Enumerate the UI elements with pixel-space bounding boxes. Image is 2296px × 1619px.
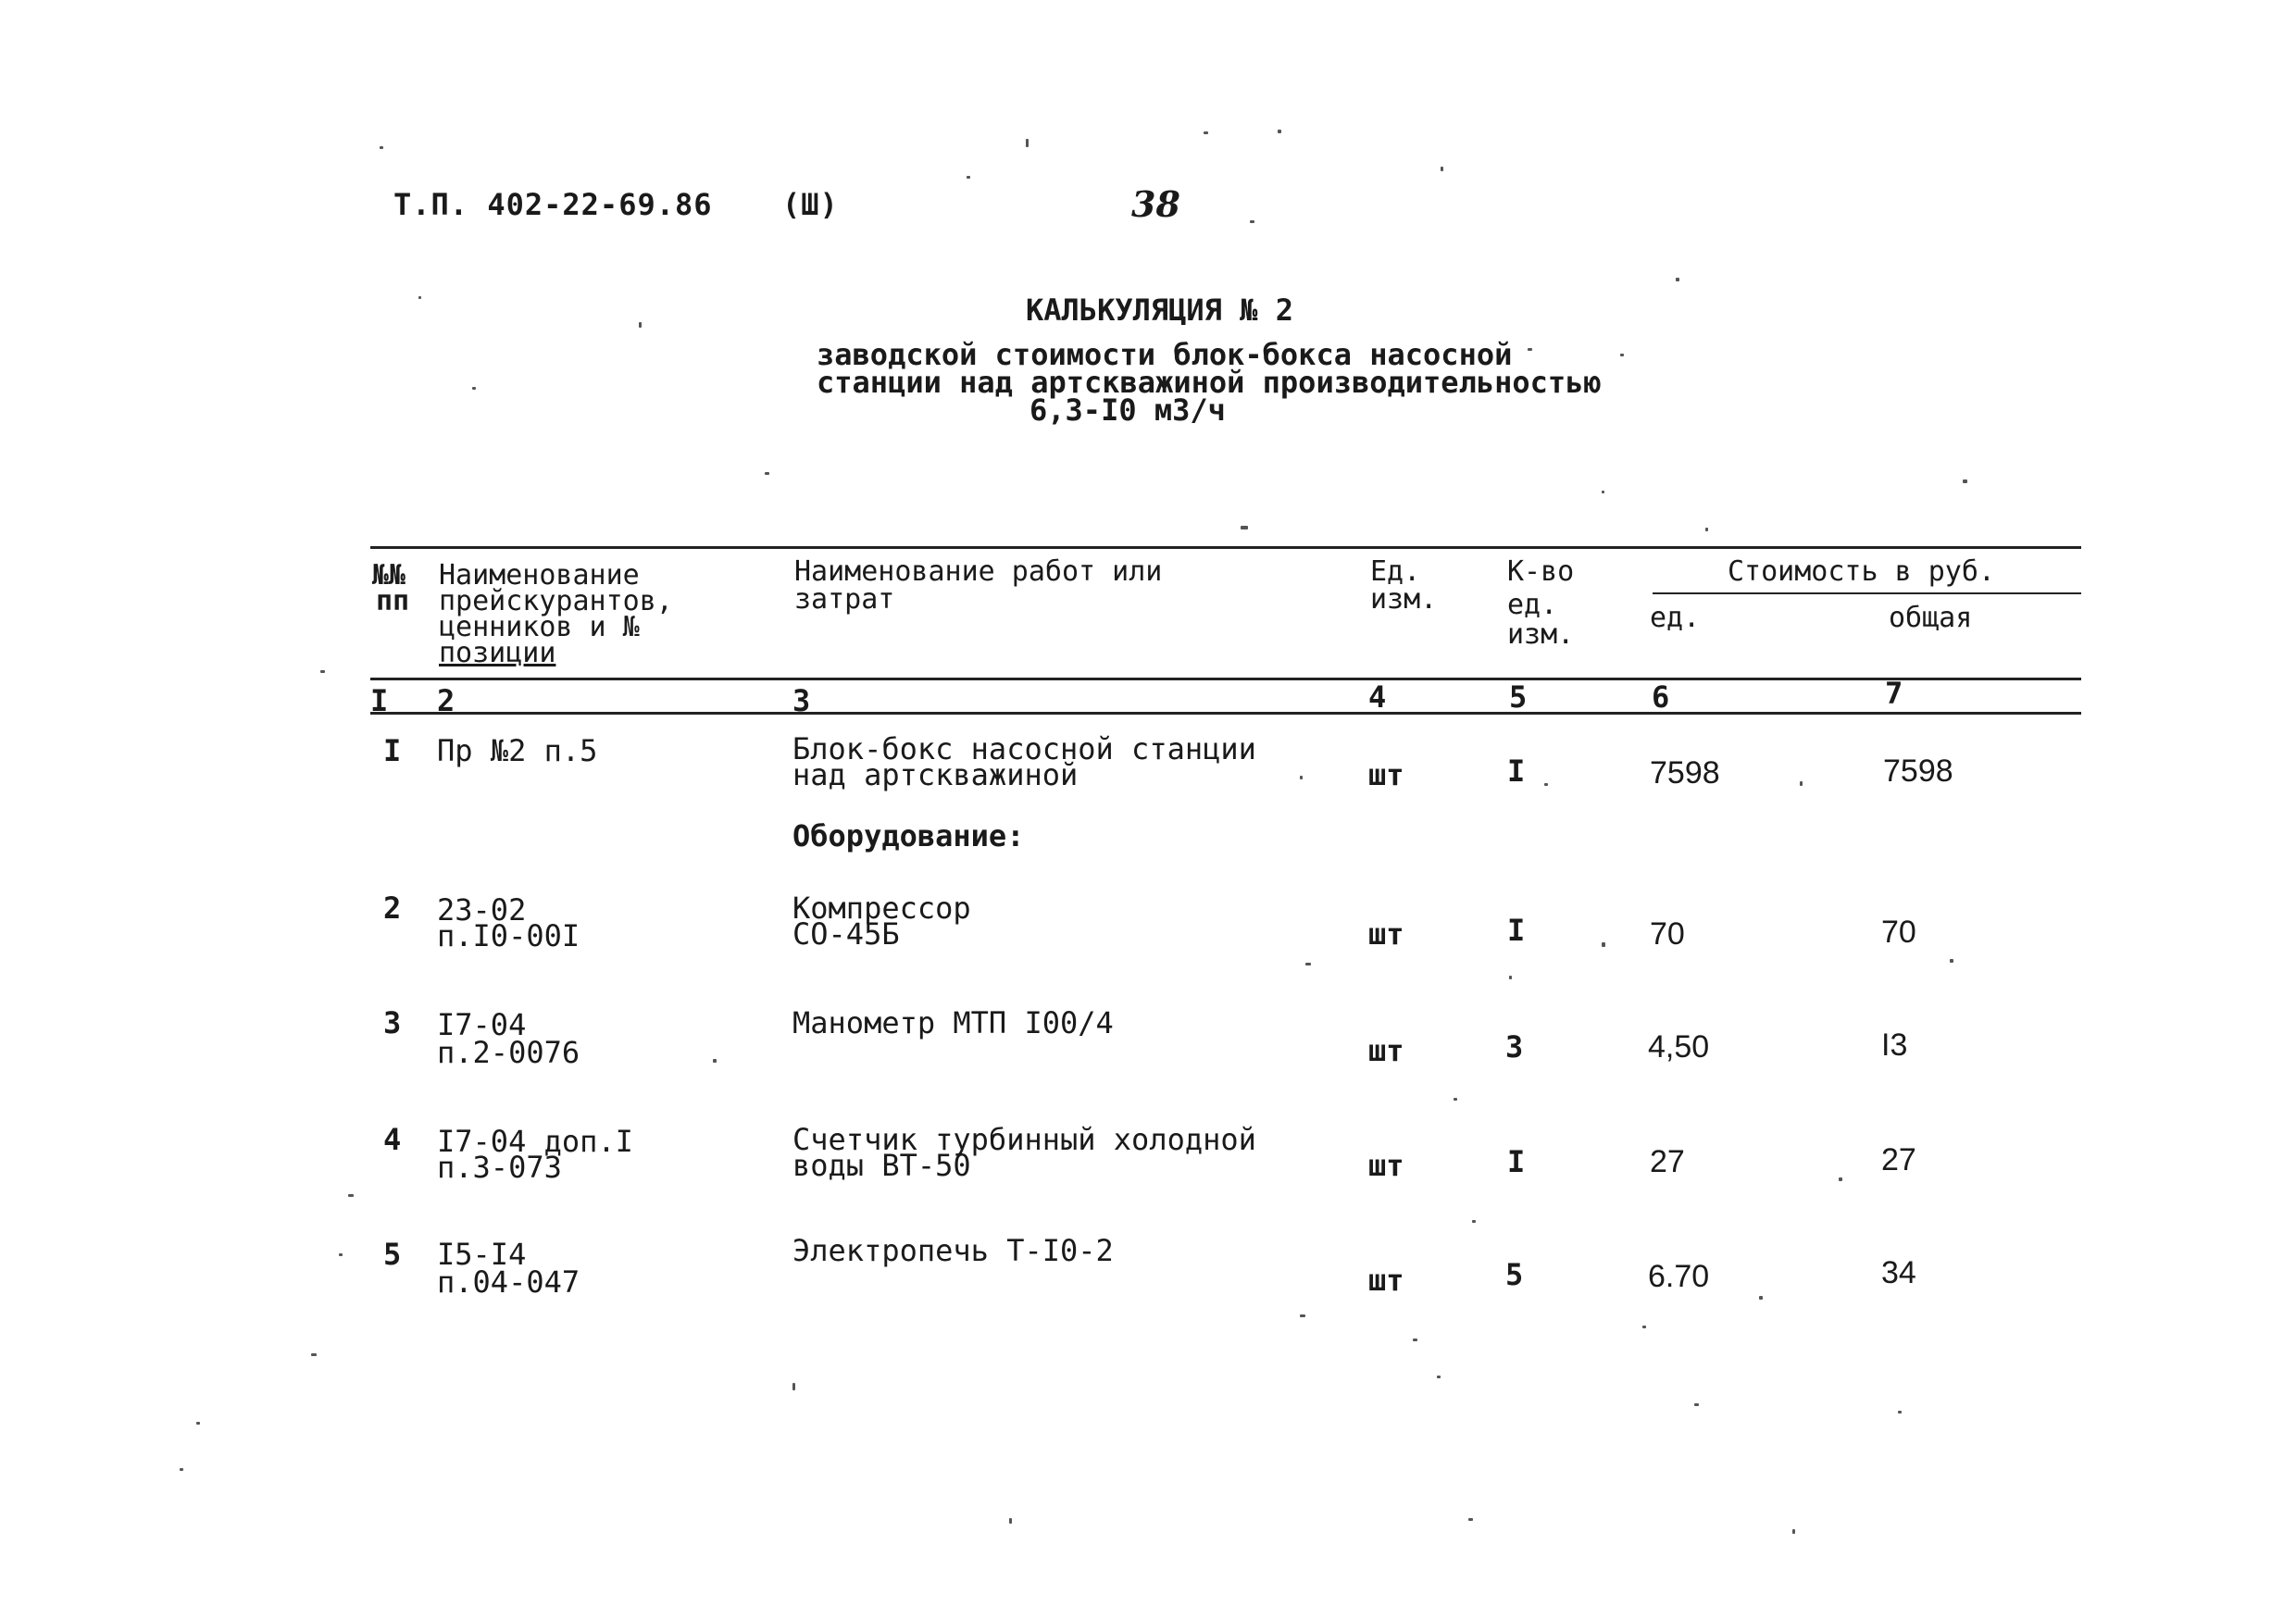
scan-speck — [1676, 278, 1679, 281]
row-qty: I — [1507, 913, 1526, 948]
header-price: ед. — [1650, 602, 1701, 634]
cost-group-rule — [1653, 592, 2081, 594]
scan-speck — [1544, 783, 1548, 786]
row-unit: шт — [1368, 757, 1404, 792]
header-ref-line-4: позиции — [439, 637, 556, 669]
row-unit: шт — [1368, 916, 1404, 952]
row-name-line-1: Манометр МТП I00/4 — [792, 1005, 1114, 1040]
title-line-1: заводской стоимости блок-бокса насосной — [817, 337, 1513, 372]
row-unit: шт — [1368, 1263, 1404, 1298]
section-label: Оборудование: — [792, 818, 1025, 853]
row-name-line-2: воды ВТ-50 — [792, 1148, 971, 1183]
row-qty: 5 — [1505, 1257, 1524, 1292]
scan-speck — [1204, 131, 1208, 134]
scan-speck — [1441, 167, 1443, 171]
scan-speck — [1898, 1411, 1902, 1414]
scan-speck — [320, 670, 325, 673]
row-number: 2 — [383, 890, 402, 926]
scan-speck — [1241, 526, 1248, 529]
row-ref-line-1: 23-02 — [437, 892, 527, 928]
scan-speck — [1026, 139, 1029, 147]
scan-speck — [1413, 1339, 1417, 1341]
row-name-line-1: Компрессор — [792, 890, 971, 926]
scan-speck — [1800, 781, 1803, 786]
column-number: 3 — [792, 683, 811, 718]
scan-speck — [196, 1422, 200, 1425]
header-qty-line-2: ед. — [1507, 589, 1558, 621]
column-number: 2 — [437, 683, 455, 718]
header-qty-line-1: К-во — [1507, 555, 1575, 588]
scan-speck — [1472, 1220, 1476, 1223]
row-name-line-1: Счетчик турбинный холодной — [792, 1122, 1256, 1157]
column-numbers-rule — [370, 712, 2081, 715]
scan-speck — [1642, 1326, 1646, 1328]
row-ref-line-1: Пр №2 п.5 — [437, 733, 598, 768]
header-ref-line-1: Наименование — [439, 559, 640, 592]
scan-speck — [1468, 1518, 1473, 1521]
scan-speck — [792, 1383, 795, 1390]
row-price: 6.70 — [1648, 1259, 1710, 1294]
row-ref-line-2: п.3-073 — [437, 1150, 562, 1185]
header-ref-line-2: прейскурантов, — [439, 585, 673, 617]
scan-speck — [1509, 976, 1512, 979]
header-unit-line-1: Ед. — [1370, 555, 1421, 588]
row-number: 3 — [383, 1005, 402, 1040]
scan-speck — [639, 322, 642, 328]
header-unit-line-2: изм. — [1370, 583, 1438, 616]
page-number: 38 — [1131, 183, 1180, 225]
row-price: 27 — [1650, 1144, 1685, 1179]
scan-speck — [339, 1253, 343, 1256]
calculation-heading: КАЛЬКУЛЯЦИЯ № 2 — [1026, 293, 1293, 328]
scan-speck — [1705, 528, 1708, 531]
row-qty: 3 — [1505, 1029, 1524, 1065]
row-ref-line-1: I5-I4 — [437, 1237, 527, 1272]
scan-speck — [1305, 963, 1311, 965]
row-total: 34 — [1881, 1255, 1916, 1290]
scan-speck — [1437, 1376, 1441, 1378]
row-total: 70 — [1881, 915, 1916, 950]
row-qty: I — [1507, 753, 1526, 789]
scan-speck — [1250, 220, 1254, 223]
scan-speck — [311, 1353, 317, 1356]
scan-speck — [1602, 942, 1605, 947]
scan-speck — [765, 472, 769, 475]
column-number: 6 — [1652, 679, 1670, 715]
column-number: 7 — [1885, 676, 1903, 711]
row-number: 5 — [383, 1237, 402, 1272]
header-bottom-rule — [370, 678, 2081, 680]
row-unit: шт — [1368, 1033, 1404, 1068]
row-ref-line-2: п.I0-00I — [437, 918, 580, 953]
row-name-line-2: над артскважиной — [792, 757, 1079, 792]
scan-speck — [418, 296, 421, 299]
scan-speck — [380, 146, 383, 149]
scan-speck — [1602, 491, 1604, 493]
row-price: 70 — [1650, 916, 1685, 952]
volume-label: (Ш) — [782, 187, 839, 222]
scan-speck — [1950, 959, 1953, 963]
row-name-line-2: СО-45Б — [792, 916, 900, 952]
header-num-line-2: пп — [376, 585, 410, 617]
header-qty-line-3: изм. — [1507, 618, 1575, 651]
row-ref-line-2: п.04-047 — [437, 1264, 580, 1300]
title-line-3: 6,3-I0 м3/ч — [1029, 392, 1226, 428]
row-total: 27 — [1881, 1142, 1916, 1177]
header-cost-group: Стоимость в руб. — [1728, 555, 1995, 588]
table-top-rule — [370, 546, 2081, 549]
row-number: I — [383, 733, 402, 768]
row-number: 4 — [383, 1122, 402, 1157]
row-ref-line-2: п.2-0076 — [437, 1035, 580, 1070]
scan-speck — [1759, 1296, 1763, 1300]
row-unit: шт — [1368, 1148, 1404, 1183]
row-ref-line-1: I7-04 — [437, 1007, 527, 1042]
column-number: 5 — [1509, 679, 1528, 715]
column-number: 4 — [1368, 679, 1387, 715]
row-price: 4,50 — [1648, 1029, 1710, 1065]
row-qty: I — [1507, 1144, 1526, 1179]
scan-speck — [348, 1194, 354, 1197]
scan-speck — [1300, 1314, 1305, 1317]
scan-speck — [1963, 479, 1967, 483]
header-ref-line-3: ценников и № — [439, 611, 640, 643]
scan-speck — [1620, 354, 1624, 356]
row-total: I3 — [1881, 1027, 1908, 1063]
scan-speck — [1694, 1403, 1699, 1406]
scan-speck — [1300, 776, 1303, 779]
header-num-line-1: №№ — [372, 559, 406, 592]
scan-speck — [472, 387, 476, 390]
scan-speck — [1792, 1529, 1795, 1534]
row-total: 7598 — [1883, 753, 1953, 789]
row-ref-line-1: I7-04 доп.I — [437, 1124, 633, 1159]
title-line-2: станции над артскважиной производительностью — [817, 365, 1602, 400]
header-work-line-1: Наименование работ или — [794, 555, 1163, 588]
row-name-line-1: Электропечь Т-I0-2 — [792, 1233, 1114, 1268]
row-price: 7598 — [1650, 755, 1720, 791]
scan-speck — [1278, 130, 1281, 133]
row-name-line-1: Блок-бокс насосной станции — [792, 731, 1256, 766]
scan-speck — [967, 176, 970, 179]
scan-speck — [1009, 1518, 1012, 1524]
column-number: I — [370, 683, 389, 718]
scan-speck — [1839, 1177, 1842, 1181]
scan-speck — [713, 1059, 717, 1063]
header-total: общая — [1889, 602, 1973, 634]
scan-speck — [1454, 1098, 1457, 1101]
scan-speck — [180, 1468, 183, 1471]
document-code: Т.П. 402-22-69.86 — [393, 187, 713, 222]
scan-speck — [1528, 348, 1532, 351]
header-work-line-2: затрат — [794, 583, 895, 616]
